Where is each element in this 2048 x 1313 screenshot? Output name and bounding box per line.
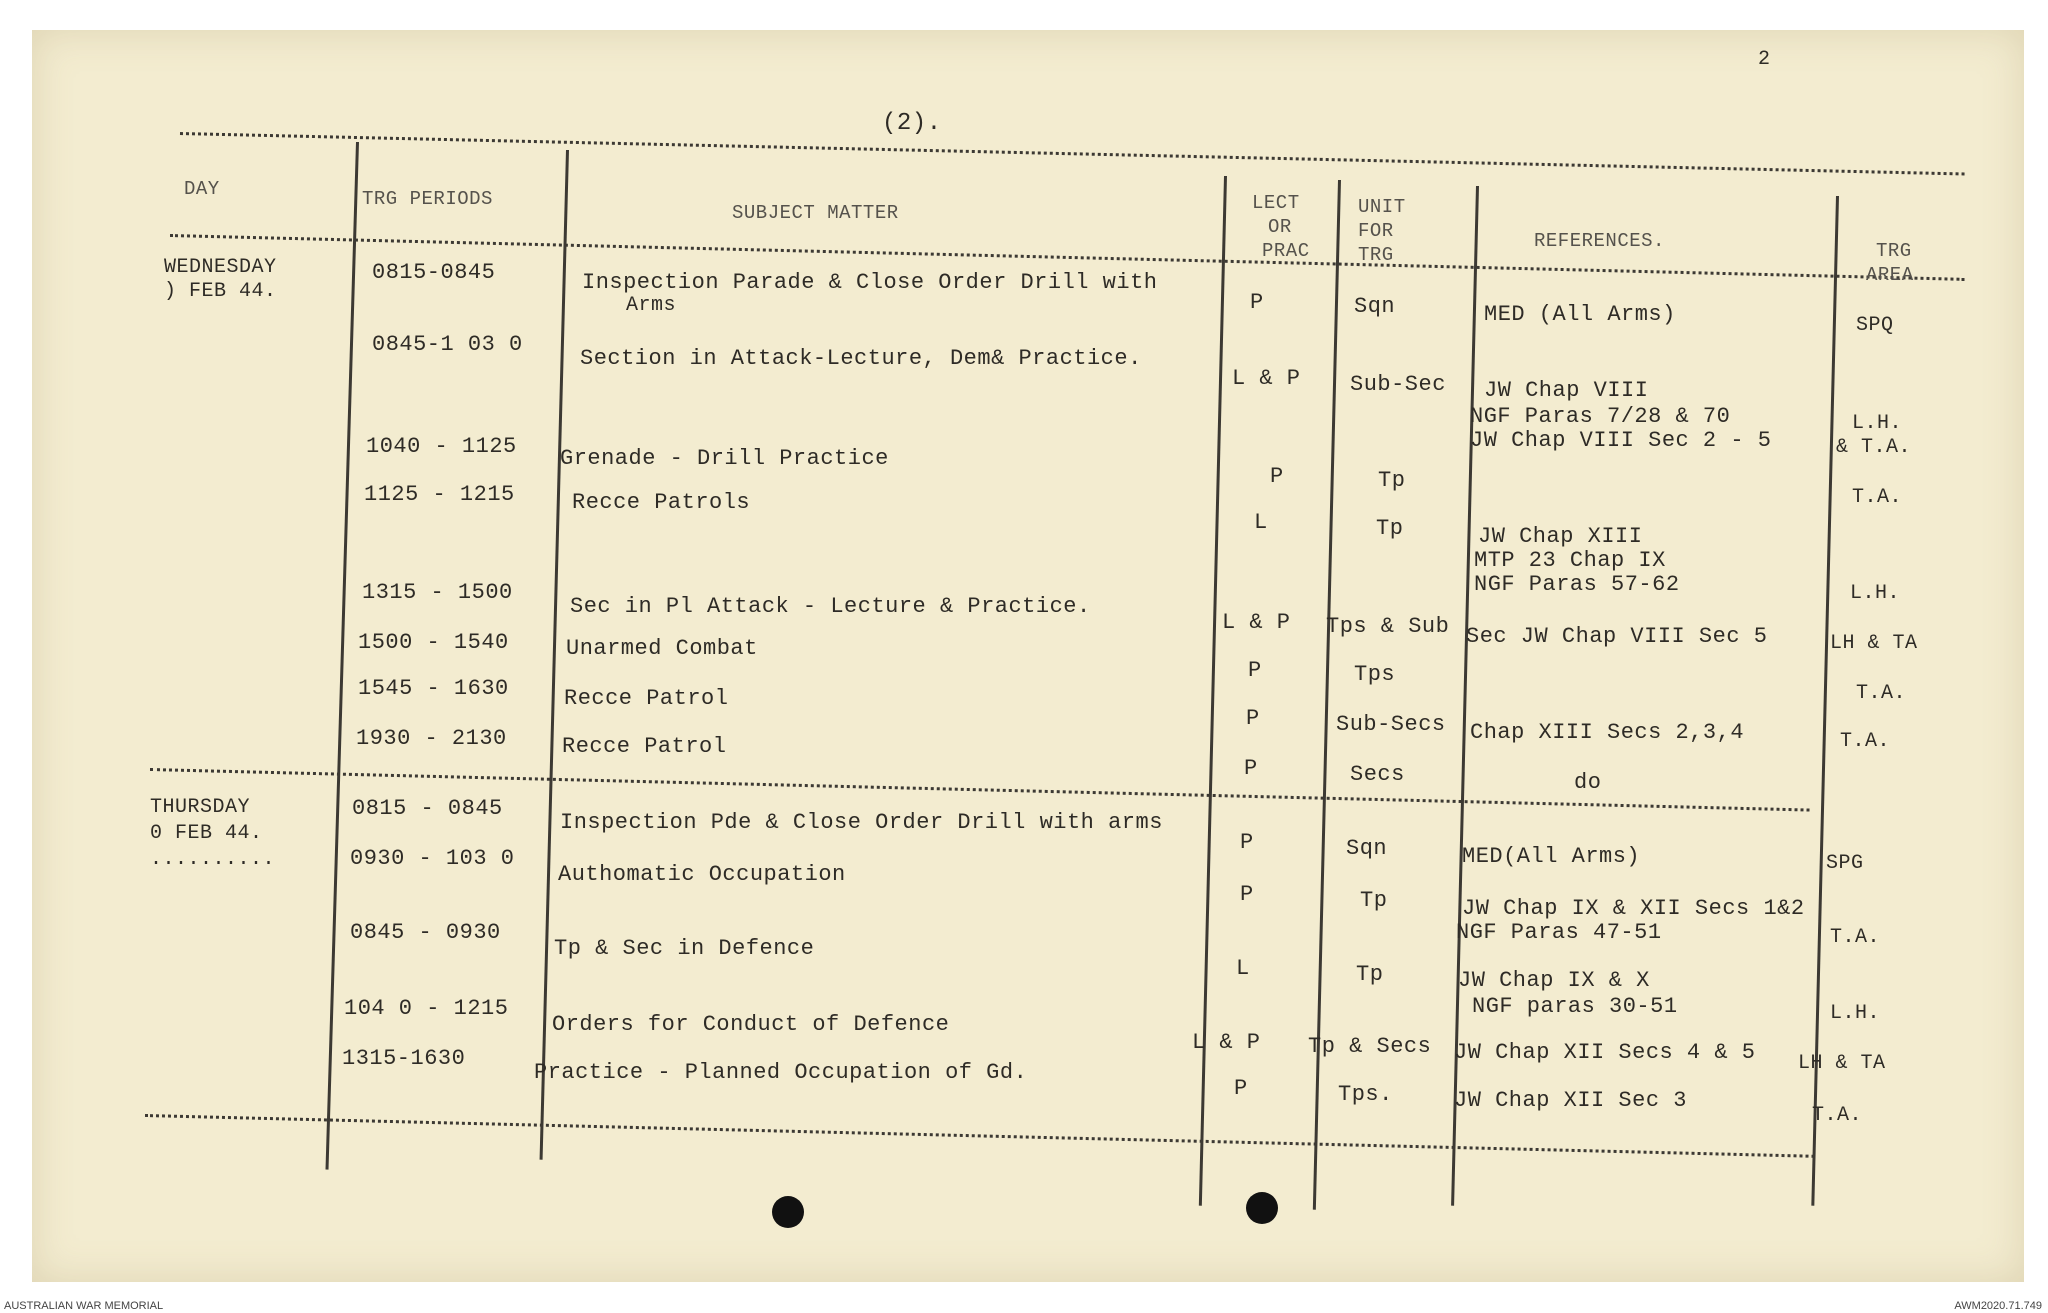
area: L.H. <box>1850 582 1901 605</box>
subject: Recce Patrol <box>564 686 729 711</box>
area: L.H. <box>1830 1002 1881 1025</box>
period: 0930 - 103 0 <box>350 846 515 871</box>
header-lect-1: LECT <box>1252 192 1300 214</box>
area: L.H. <box>1852 412 1903 435</box>
period: 104 0 - 1215 <box>344 996 509 1021</box>
lect-prac: P <box>1244 756 1258 781</box>
reference: JW Chap IX & X <box>1458 968 1650 993</box>
period: 0815 - 0845 <box>352 796 503 821</box>
unit: Sqn <box>1354 294 1396 319</box>
document-page <box>32 30 2024 1282</box>
unit: Tp & Secs <box>1308 1034 1432 1059</box>
unit: Sqn <box>1346 836 1388 861</box>
unit: Tp <box>1356 962 1384 987</box>
header-area-1: TRG <box>1876 240 1912 262</box>
unit: Tp <box>1376 516 1404 541</box>
unit: Tps & Sub <box>1326 614 1450 639</box>
reference: Sec JW Chap VIII Sec 5 <box>1466 624 1768 649</box>
period: 0845-1 03 0 <box>372 332 523 357</box>
lect-prac: P <box>1270 464 1284 489</box>
reference: NGF Paras 7/28 & 70 <box>1470 404 1731 429</box>
lect-prac: L <box>1236 956 1250 981</box>
reference: JW Chap IX & XII Secs 1&2 <box>1462 896 1805 921</box>
unit: Sub-Secs <box>1336 712 1446 737</box>
unit: Tp <box>1378 468 1406 493</box>
lect-prac: L & P <box>1232 366 1301 391</box>
area: & T.A. <box>1836 436 1912 459</box>
area: T.A. <box>1830 926 1881 949</box>
lect-prac: P <box>1246 706 1260 731</box>
reference: JW Chap XIII <box>1478 524 1643 549</box>
unit: Tps <box>1354 662 1396 687</box>
reference: JW Chap XII Secs 4 & 5 <box>1454 1040 1756 1065</box>
footer-left: AUSTRALIAN WAR MEMORIAL <box>4 1300 164 1312</box>
reference: MED(All Arms) <box>1462 844 1641 869</box>
subject: Unarmed Combat <box>566 636 758 661</box>
day-label: THURSDAY <box>150 796 251 819</box>
header-references: REFERENCES. <box>1534 230 1665 252</box>
reference: NGF paras 30-51 <box>1472 994 1678 1019</box>
header-area-2: AREA <box>1866 264 1914 286</box>
header-unit-2: FOR <box>1358 220 1394 242</box>
subject: Orders for Conduct of Defence <box>552 1012 950 1037</box>
unit: Tps. <box>1338 1082 1393 1107</box>
day-date: 0 FEB 44. <box>150 822 263 845</box>
lect-prac: L & P <box>1222 610 1291 635</box>
subject: Recce Patrols <box>572 490 751 515</box>
subject: Tp & Sec in Defence <box>554 936 815 961</box>
subject: Sec in Pl Attack - Lecture & Practice. <box>570 594 1091 619</box>
lect-prac: L & P <box>1192 1030 1261 1055</box>
lect-prac: P <box>1240 882 1254 907</box>
subject: Practice - Planned Occupation of Gd. <box>534 1060 1028 1085</box>
period: 1315-1630 <box>342 1046 466 1071</box>
reference: MED (All Arms) <box>1484 302 1676 327</box>
area: SPQ <box>1856 314 1894 337</box>
period: 1125 - 1215 <box>364 482 515 507</box>
header-lect-3: PRAC <box>1262 240 1310 262</box>
subject: Recce Patrol <box>562 734 727 759</box>
header-subject: SUBJECT MATTER <box>732 202 899 224</box>
period: 1040 - 1125 <box>366 434 517 459</box>
unit: Tp <box>1360 888 1388 913</box>
period: 1545 - 1630 <box>358 676 509 701</box>
area: LH & TA <box>1798 1052 1886 1075</box>
header-day: DAY <box>184 178 220 200</box>
area: T.A. <box>1840 730 1891 753</box>
subject: Section in Attack-Lecture, Dem& Practice. <box>580 346 1142 371</box>
area: SPG <box>1826 852 1864 875</box>
period: 1315 - 1500 <box>362 580 513 605</box>
reference: MTP 23 Chap IX <box>1474 548 1666 573</box>
page-number: (2). <box>882 110 942 137</box>
period: 1930 - 2130 <box>356 726 507 751</box>
header-periods: TRG PERIODS <box>362 188 493 210</box>
reference: JW Chap XII Sec 3 <box>1454 1088 1687 1113</box>
reference: JW Chap VIII <box>1484 378 1649 403</box>
day-underline: .......... <box>150 848 276 871</box>
reference: do <box>1574 770 1602 795</box>
lect-prac: P <box>1240 830 1254 855</box>
header-lect-2: OR <box>1268 216 1292 238</box>
footer-right: AWM2020.71.749 <box>1954 1300 2042 1312</box>
area: T.A. <box>1852 486 1903 509</box>
period: 0845 - 0930 <box>350 920 501 945</box>
reference: NGF Paras 57-62 <box>1474 572 1680 597</box>
corner-mark: 2 <box>1758 48 1771 71</box>
subject: Inspection Parade & Close Order Drill with <box>582 270 1158 295</box>
header-unit-3: TRG <box>1358 244 1394 266</box>
area: T.A. <box>1812 1104 1863 1127</box>
lect-prac: P <box>1248 658 1262 683</box>
day-label: WEDNESDAY <box>164 256 277 279</box>
area: LH & TA <box>1830 632 1918 655</box>
reference: NGF Paras 47-51 <box>1456 920 1662 945</box>
lect-prac: P <box>1250 290 1264 315</box>
reference: Chap XIII Secs 2,3,4 <box>1470 720 1745 745</box>
unit: Sub-Sec <box>1350 372 1446 397</box>
header-unit-1: UNIT <box>1358 196 1406 218</box>
punch-hole <box>1246 1192 1278 1224</box>
subject-cont: Arms <box>626 294 677 317</box>
subject: Authomatic Occupation <box>558 862 846 887</box>
area: T.A. <box>1856 682 1907 705</box>
unit: Secs <box>1350 762 1405 787</box>
subject: Inspection Pde & Close Order Drill with arms <box>560 810 1163 835</box>
reference: JW Chap VIII Sec 2 - 5 <box>1470 428 1772 453</box>
lect-prac: P <box>1234 1076 1248 1101</box>
day-date: ) FEB 44. <box>164 280 277 303</box>
punch-hole <box>772 1196 804 1228</box>
period: 1500 - 1540 <box>358 630 509 655</box>
lect-prac: L <box>1254 510 1268 535</box>
subject: Grenade - Drill Practice <box>560 446 889 471</box>
period: 0815-0845 <box>372 260 496 285</box>
